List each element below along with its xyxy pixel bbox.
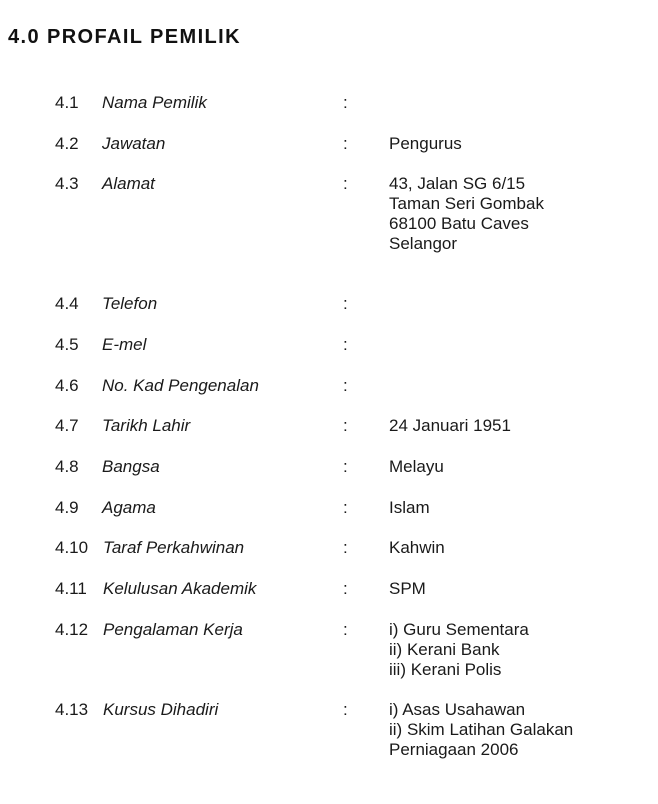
separator-colon: : [343,416,348,435]
item-value [389,134,649,154]
item-label: Agama [102,498,156,517]
value-line: i) Asas Usahawan [389,700,526,719]
item-label: No. Kad Pengenalan [102,376,259,395]
item-value [389,620,649,680]
separator-colon: : [343,93,348,112]
section-title: 4.0 PROFAIL PEMILIK [8,26,241,48]
value-line: Selangor [389,234,458,253]
value-line: ii) Skim Latihan Galakan [389,720,574,739]
value-line: Melayu [389,457,444,476]
item-label: Nama Pemilik [102,93,207,112]
item-number: 4.8 [55,457,79,476]
item-label: Taraf Perkahwinan [103,538,245,557]
item-label: Jawatan [102,134,166,153]
separator-colon: : [343,579,348,598]
item-label: Kelulusan Akademik [103,579,257,598]
item-value [389,700,649,760]
value-line: SPM [389,579,426,598]
value-line: i) Guru Sementara [389,620,529,639]
item-value [389,538,649,558]
item-value [389,174,649,254]
item-value [389,416,649,436]
item-number: 4.6 [55,376,79,395]
value-line: Perniagaan 2006 [389,740,519,759]
value-line: Islam [389,498,430,517]
value-line: ii) Kerani Bank [389,640,500,659]
separator-colon: : [343,134,348,153]
value-line: Pengurus [389,134,462,153]
item-label: Kursus Dihadiri [103,700,219,719]
item-number: 4.11 [55,579,87,598]
separator-colon: : [343,174,348,193]
item-number: 4.2 [55,134,79,153]
item-label: Alamat [102,174,155,193]
separator-colon: : [343,376,348,395]
item-number: 4.7 [55,416,79,435]
item-number: 4.10 [55,538,89,557]
item-number: 4.12 [55,620,89,639]
item-number: 4.13 [55,700,89,719]
value-line: 24 Januari 1951 [389,416,511,435]
item-label: Telefon [102,294,158,313]
item-number: 4.1 [55,93,79,112]
item-number: 4.9 [55,498,79,517]
item-label: Pengalaman Kerja [103,620,243,639]
item-label: E-mel [102,335,147,354]
separator-colon: : [343,294,348,313]
separator-colon: : [343,700,348,719]
item-value [389,579,649,599]
value-line: 43, Jalan SG 6/15 [389,174,526,193]
value-line: Taman Seri Gombak [389,194,544,213]
separator-colon: : [343,620,348,639]
value-line: Kahwin [389,538,445,557]
item-value [389,457,649,477]
item-number: 4.3 [55,174,79,193]
item-label: Bangsa [102,457,160,476]
value-line: iii) Kerani Polis [389,660,502,679]
separator-colon: : [343,538,348,557]
separator-colon: : [343,498,348,517]
item-number: 4.4 [55,294,79,313]
separator-colon: : [343,335,348,354]
item-number: 4.5 [55,335,79,354]
item-value [389,498,649,518]
value-line: 68100 Batu Caves [389,214,529,233]
separator-colon: : [343,457,348,476]
item-label: Tarikh Lahir [102,416,191,435]
